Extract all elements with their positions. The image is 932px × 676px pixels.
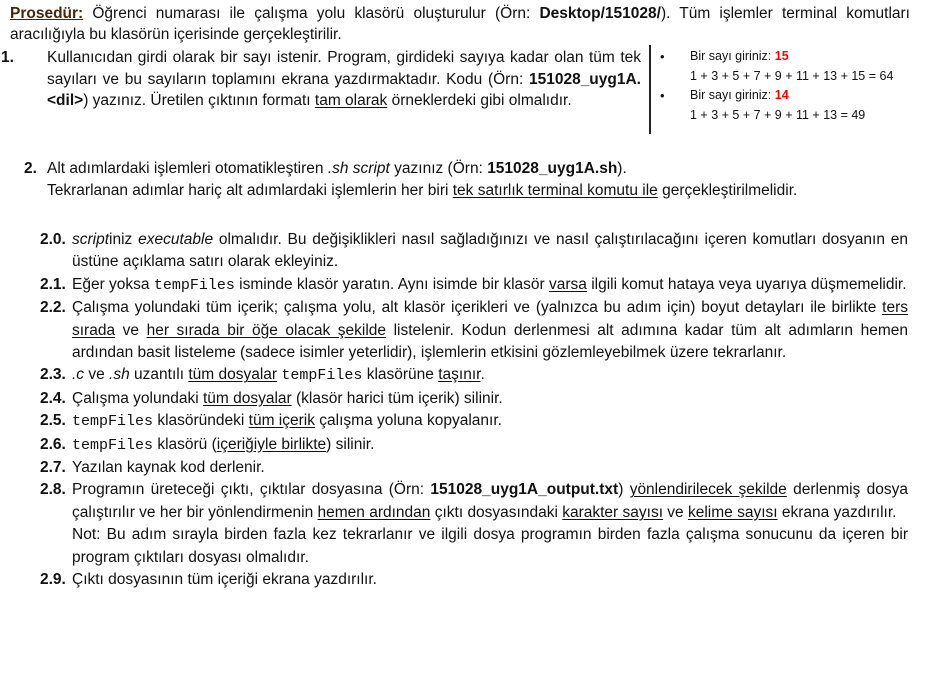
step-number: 2.1. bbox=[40, 275, 66, 293]
section-1-text: Kullanıcıdan girdi olarak bir sayı istenir. Program, girdideki sayıya kadar olan tüm tek sayıları ve bu sayıların toplamını ekrana yazdırmaktadır. Kodu (Örn: bbox=[47, 49, 641, 88]
section-2 bbox=[24, 158, 914, 202]
section-1-body bbox=[1, 47, 641, 112]
step-number: 2.0. bbox=[40, 231, 66, 248]
code-folder-name: tempFiles bbox=[72, 413, 154, 431]
step-text: script bbox=[72, 231, 110, 248]
step-text: Çıktı dosyasının tüm içeriği ekrana yazdırılır. bbox=[72, 571, 377, 589]
step-2-2 bbox=[40, 297, 908, 364]
step-2-1 bbox=[40, 274, 908, 297]
step-text: .sh bbox=[109, 366, 130, 384]
step-text: ve bbox=[115, 321, 147, 339]
step-text: isminde klasör yaratın. Aynı isimde bir klasör bbox=[234, 275, 550, 293]
emphasis: tüm dosyalar bbox=[202, 389, 292, 407]
code-filename: 151028_uyg1A.<dil> bbox=[47, 70, 641, 109]
section-1-text-b: ) yazınız. Üretilen çıktının formatı bbox=[83, 92, 315, 109]
example-output: 1 + 3 + 5 + 7 + 9 + 11 + 13 + 15 = 64 bbox=[690, 68, 894, 83]
step-number: 2.4. bbox=[40, 389, 66, 407]
step-text: çıktı dosyasındaki bbox=[430, 503, 563, 521]
step-2-8-note: Not: Bu adım sırayla birden fazla kez tekrarlanır ve ilgili dosya programın birden fazla çalışma sonucunu da içeren bir program çıktıları dosyası olmalıdır. bbox=[72, 526, 908, 566]
example-input: 15 bbox=[774, 49, 789, 63]
section-2-number: 2. bbox=[24, 160, 37, 177]
emphasis: karakter sayısı bbox=[562, 503, 663, 521]
script-filename: 151028_uyg1A.sh bbox=[487, 160, 618, 177]
step-text: Çalışma yolundaki bbox=[72, 389, 203, 407]
section-2-line2-end: gerçekleştirilmelidir. bbox=[657, 182, 798, 199]
step-text: executable bbox=[138, 231, 214, 248]
step-text: klasöründeki bbox=[153, 412, 249, 430]
output-filename: 151028_uyg1A_output.txt bbox=[430, 481, 619, 499]
step-text: klasörüne bbox=[362, 366, 439, 384]
step-text: ) silinir. bbox=[326, 435, 375, 453]
emphasis: ters sırada bbox=[72, 299, 908, 339]
step-text: Yazılan kaynak kod derlenir. bbox=[72, 459, 265, 477]
step-text: (klasör harici tüm içerik) silinir. bbox=[291, 389, 503, 407]
step-text: ve bbox=[663, 503, 688, 521]
emphasis-exact: tam olarak bbox=[314, 92, 388, 109]
step-text: çalışma yoluna kopyalanır. bbox=[314, 412, 502, 430]
section-1-text-c: örneklerdeki gibi olmalıdır. bbox=[387, 92, 572, 109]
step-text: ilgili komut hataya veya uyarıya düşmemelidir. bbox=[586, 275, 907, 293]
step-number: 2.6. bbox=[40, 435, 66, 453]
procedure-intro bbox=[10, 3, 910, 45]
emphasis: kelime sayısı bbox=[687, 503, 778, 521]
intro-text: Öğrenci numarası ile çalışma yolu klasörü oluşturulur (Örn: bbox=[83, 5, 540, 22]
vertical-divider bbox=[649, 45, 651, 134]
example-path: Desktop/151028/ bbox=[539, 5, 661, 22]
code-folder-name: tempFiles bbox=[72, 436, 154, 454]
step-text: uzantılı bbox=[129, 366, 189, 384]
step-text: .c bbox=[72, 366, 85, 384]
example-item bbox=[660, 86, 920, 125]
example-output: 1 + 3 + 5 + 7 + 9 + 11 + 13 = 49 bbox=[690, 107, 866, 122]
intro-text-end: ). Tüm işlemler terminal komutları aracılığıyla bu klasörün içerisinde gerçekleştirilir. bbox=[10, 5, 910, 43]
step-2-7 bbox=[40, 457, 908, 479]
emphasis: varsa bbox=[549, 275, 587, 293]
step-2-9 bbox=[40, 569, 908, 591]
emphasis: her sırada bir öğe olacak şekilde bbox=[146, 321, 387, 339]
step-2-6 bbox=[40, 434, 908, 457]
step-text: listelenir. Kodun derlenmesi alt adımına kadar tüm alt adımların hemen ardından basit listeleme (sadece isimler yeterlidir), işlemlerin etkisini gözlemleyebilmek üzere tekrarlanır. bbox=[72, 321, 908, 362]
section-1-number: 1. bbox=[1, 49, 14, 66]
emphasis: tüm dosyalar bbox=[188, 366, 278, 384]
example-prompt: Bir sayı giriniz: bbox=[690, 88, 775, 102]
bullet-icon: • bbox=[660, 88, 665, 103]
step-number: 2.7. bbox=[40, 459, 66, 477]
emphasis: taşınır bbox=[438, 366, 481, 384]
code-folder-name: tempFiles bbox=[153, 276, 235, 294]
step-text: olmalıdır. Bu değişiklikleri nasıl sağladığınızı ve nasıl çalıştırılacağını içeren komutları dosyanın en üstüne açıklama satırı olarak ekleyiniz. bbox=[72, 231, 908, 271]
example-input: 14 bbox=[774, 88, 789, 102]
step-number: 2.2. bbox=[40, 299, 66, 317]
section-2-text-b: yazınız (Örn: bbox=[389, 160, 488, 177]
section-1 bbox=[1, 47, 641, 112]
example-prompt: Bir sayı giriniz: bbox=[690, 49, 775, 63]
emphasis: hemen ardından bbox=[317, 503, 431, 521]
example-item bbox=[660, 47, 920, 86]
section-2-text-c: ). bbox=[617, 160, 627, 177]
procedure-label: Prosedür: bbox=[10, 5, 84, 22]
section-2-line2: Tekrarlanan adımlar hariç alt adımlardaki işlemlerin her biri bbox=[47, 182, 453, 199]
bullet-icon: • bbox=[660, 49, 665, 64]
step-text: ve bbox=[84, 366, 110, 384]
step-text: ekrana yazdırılır. bbox=[777, 503, 897, 521]
step-text: derlenmiş dosya çalıştırılır ve her bir yönlendirmenin bbox=[72, 481, 908, 521]
section-2-text: Alt adımlardaki işlemleri otomatikleştiren bbox=[47, 160, 328, 177]
step-text: Programın üreteceği çıktı, çıktılar dosyasına (Örn: bbox=[72, 481, 431, 499]
script-type: .sh script bbox=[327, 160, 390, 177]
emphasis: tüm içerik bbox=[248, 412, 315, 430]
step-2-5 bbox=[40, 410, 908, 433]
step-text: ) bbox=[618, 481, 630, 499]
step-text: klasörü ( bbox=[153, 435, 217, 453]
step-number: 2.8. bbox=[40, 481, 66, 499]
step-text: Çalışma yolundaki tüm içerik; çalışma yolu, alt klasör içerikleri ve (yalnızca bu adım için) boyut detayları ile birlikte bbox=[72, 299, 883, 317]
substeps-list bbox=[40, 229, 908, 592]
code-folder-name: tempFiles bbox=[281, 367, 363, 385]
step-number: 2.3. bbox=[40, 366, 66, 384]
step-number: 2.5. bbox=[40, 412, 66, 430]
step-2-0 bbox=[40, 229, 908, 274]
step-text: Eğer yoksa bbox=[72, 275, 154, 293]
emphasis: yönlendirilecek şekilde bbox=[629, 481, 787, 499]
emphasis-single-line: tek satırlık terminal komutu ile bbox=[452, 182, 658, 199]
step-number: 2.9. bbox=[40, 571, 66, 589]
step-2-4 bbox=[40, 388, 908, 410]
step-2-3 bbox=[40, 364, 908, 387]
step-2-8 bbox=[40, 479, 908, 524]
step-text: iniz bbox=[109, 231, 139, 248]
emphasis: içeriğiyle birlikte bbox=[216, 435, 327, 453]
output-examples bbox=[660, 47, 920, 125]
step-text: . bbox=[480, 366, 485, 384]
